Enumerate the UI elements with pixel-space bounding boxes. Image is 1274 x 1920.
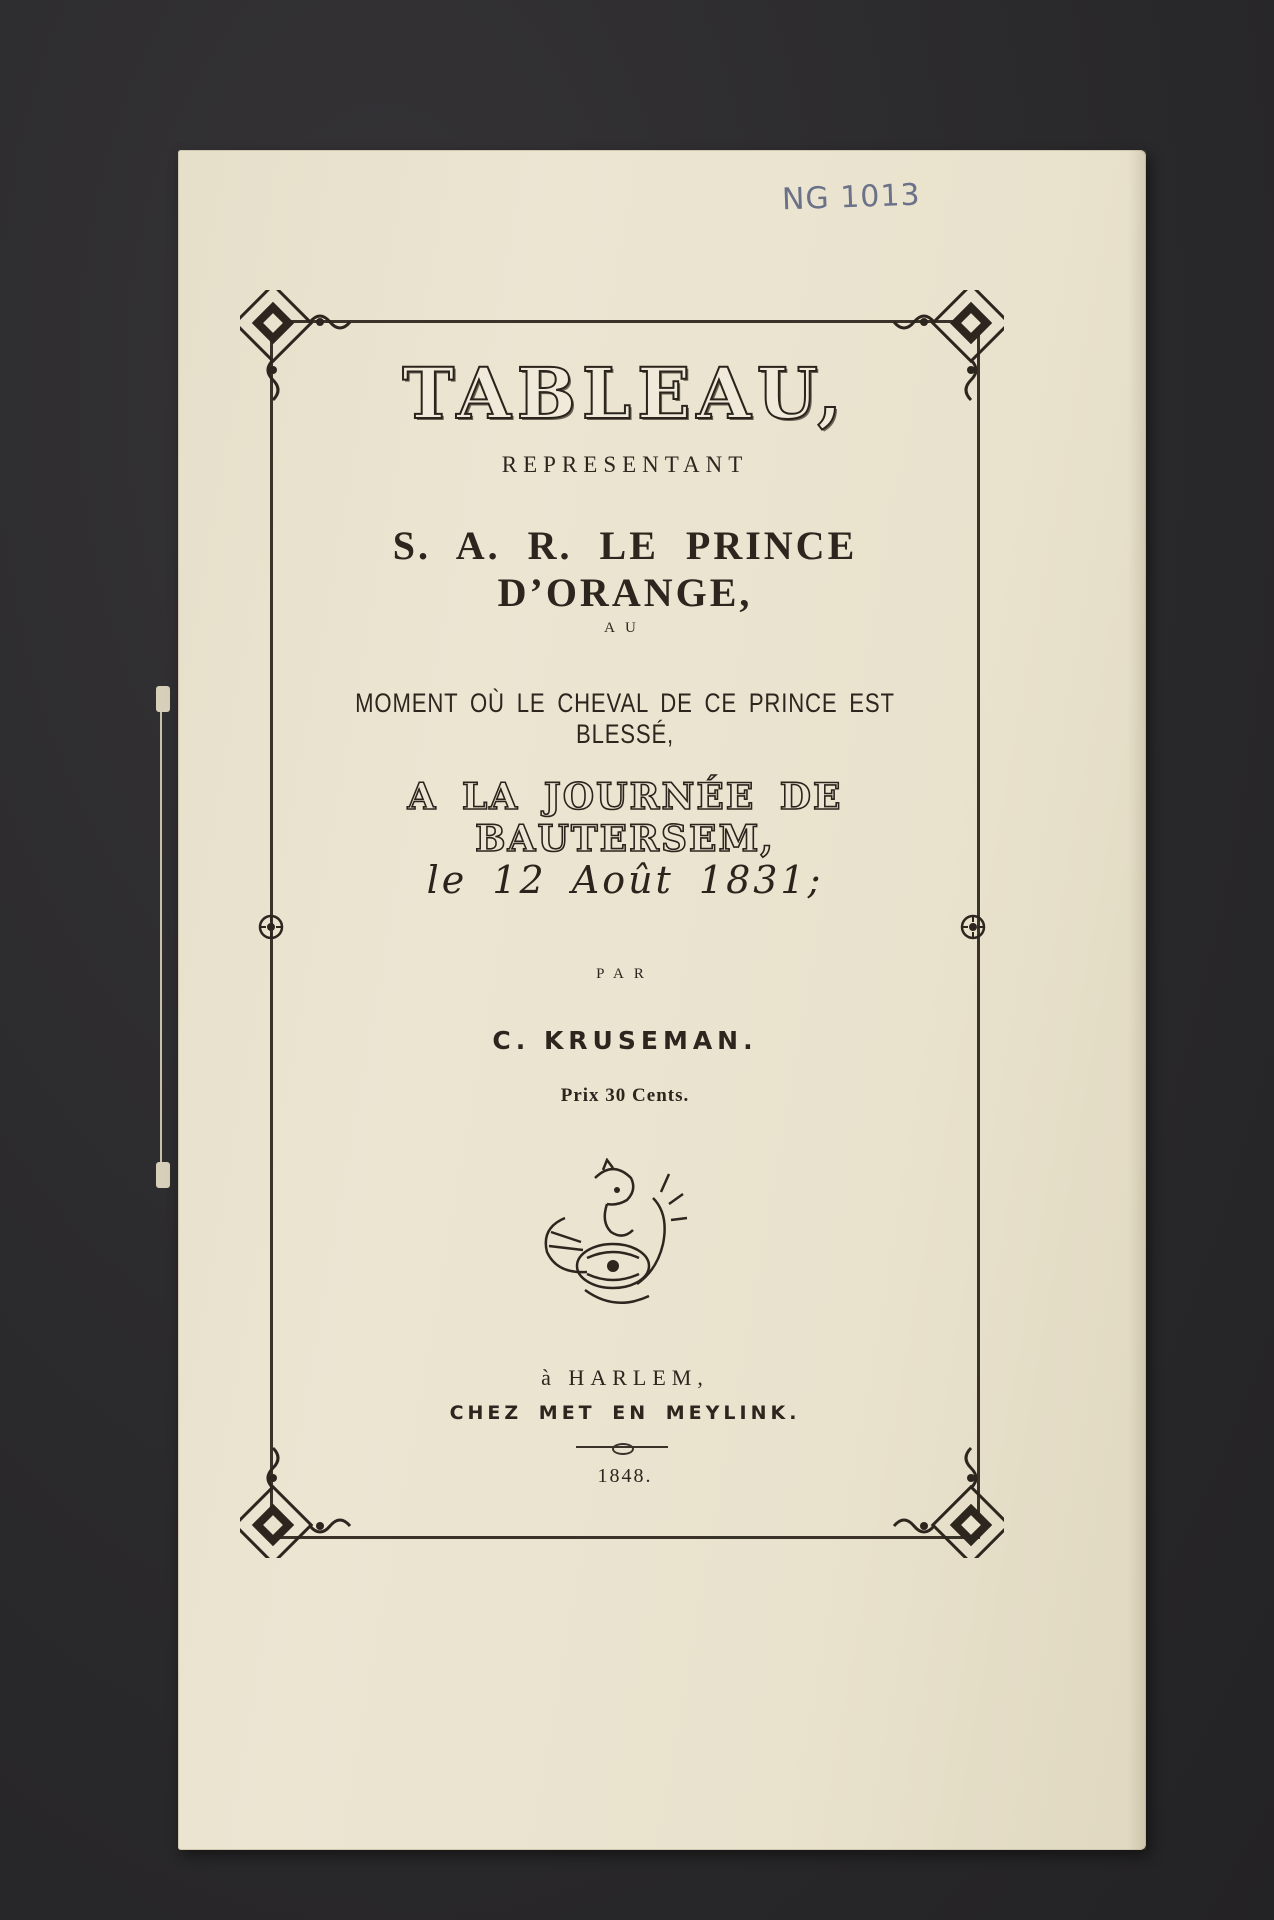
helmeted-minerva-emblem-icon — [525, 1158, 695, 1323]
binding-knot-top — [156, 686, 170, 712]
shelfmark-annotation: NG 1013 — [781, 177, 922, 218]
ornamental-corner-icon-bottom-right — [884, 1428, 1004, 1558]
rosette-icon-left — [256, 912, 286, 947]
date-line: le 12 Août 1831; — [426, 858, 824, 902]
page-title: TABLEAU, — [402, 352, 848, 435]
moment-line: MOMENT OÙ LE CHEVAL DE CE PRINCE EST BLESSÉ, — [355, 688, 895, 749]
binding-knot-bottom — [156, 1162, 170, 1188]
imprint-city: à HARLEM, — [541, 1365, 709, 1390]
binding-thread — [160, 690, 168, 1180]
author-name: C. KRUSEMAN. — [492, 1026, 758, 1055]
imprint-year: 1848. — [597, 1465, 653, 1487]
by-line: PAR — [596, 966, 654, 982]
imprint-publisher: CHEZ MET EN MEYLINK. — [449, 1402, 801, 1424]
ornamental-corner-icon-bottom-left — [240, 1428, 360, 1558]
conjunction-au: AU — [604, 620, 646, 636]
subject-line: S. A. R. LE PRINCE D’ORANGE, — [392, 523, 858, 615]
imprint-divider — [576, 1446, 668, 1448]
price-line: Prix 30 Cents. — [560, 1085, 690, 1106]
decorative-frame — [270, 320, 980, 1539]
rosette-icon-right — [958, 912, 988, 947]
battle-line: A LA JOURNÉE DE BAUTERSEM, — [407, 776, 843, 860]
subtitle-representant: REPRESENTANT — [501, 452, 749, 477]
